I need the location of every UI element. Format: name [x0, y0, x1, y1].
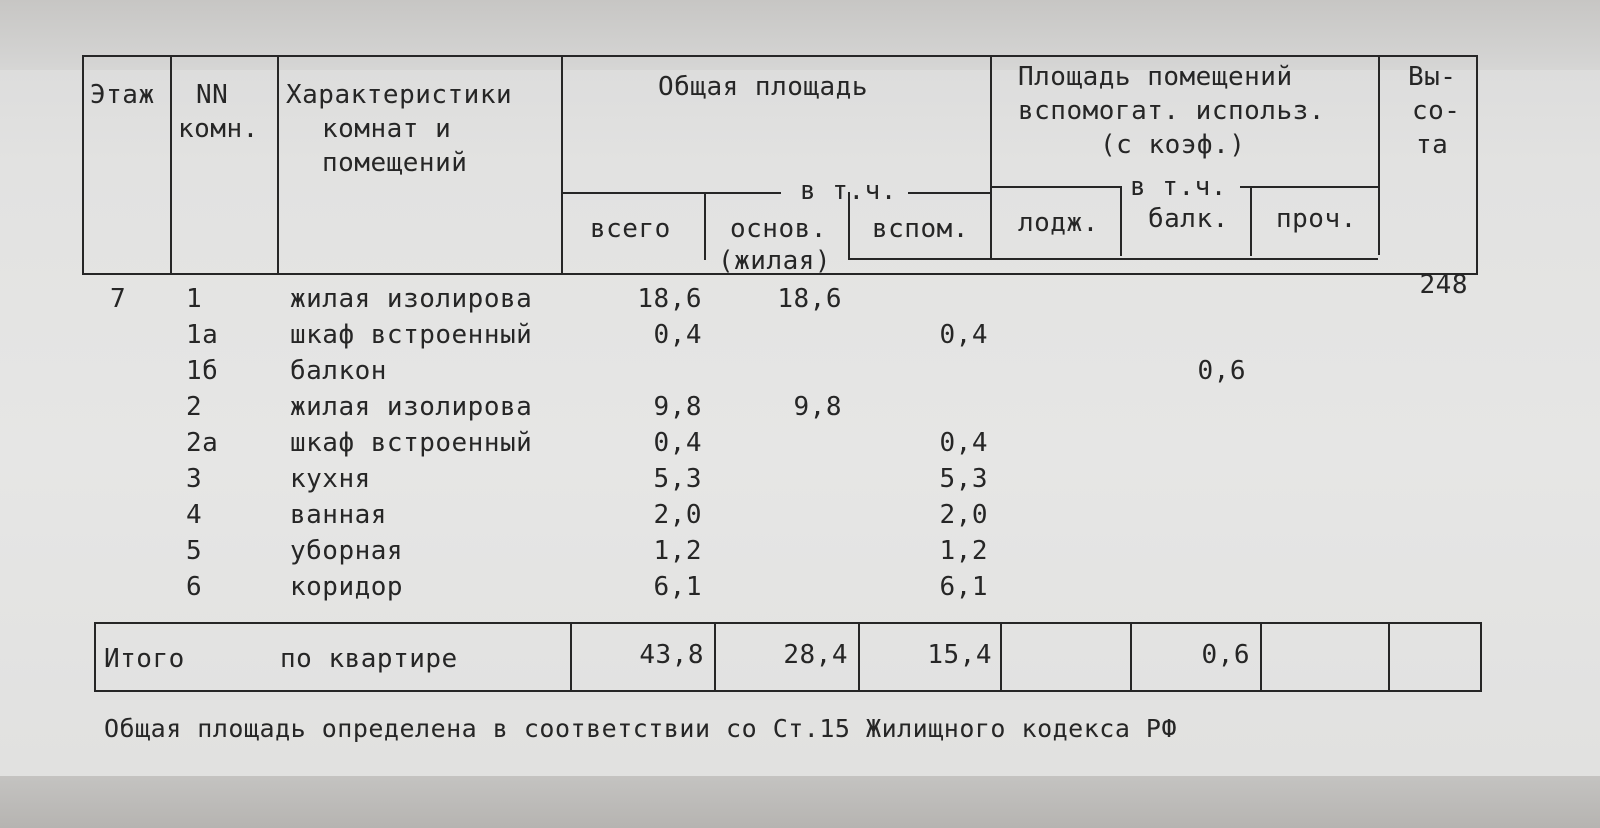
header-height-1: Вы-: [1408, 62, 1457, 92]
cell-name: шкаф встроенный: [290, 320, 533, 350]
cell-total: 1,2: [653, 536, 702, 566]
header-incl-1: в т.ч.: [800, 176, 897, 206]
cell-no: 2: [186, 392, 203, 422]
total-col-divider: [570, 622, 572, 692]
footnote: Общая площадь определена в соответствии со Ст.15 Жилищного кодекса РФ: [104, 714, 1178, 743]
header-height-2: со-: [1412, 96, 1461, 126]
cell-no: 5: [186, 536, 203, 566]
header-height-3: та: [1416, 130, 1449, 160]
header-col-divider: [170, 55, 172, 275]
header-main-2: (жилая): [718, 246, 832, 276]
cell-no: 1а: [186, 320, 219, 350]
total-col-divider: [1388, 622, 1390, 692]
total-all-value: 43,8: [639, 640, 704, 670]
header-other: проч.: [1276, 204, 1357, 234]
cell-aux: 0,4: [939, 428, 988, 458]
header-col-divider: [990, 55, 992, 260]
cell-total: 18,6: [637, 284, 702, 314]
total-aux-value: 15,4: [927, 640, 992, 670]
header-aux-area-2: вспомогат. использ.: [1018, 96, 1325, 126]
sub-col-divider: [1250, 186, 1252, 256]
cell-no: 2а: [186, 428, 219, 458]
cell-name: ванная: [290, 500, 387, 530]
cell-total: 5,3: [653, 464, 702, 494]
cell-name: балкон: [290, 356, 387, 386]
header-total-area: Общая площадь: [658, 72, 868, 102]
cell-name: коридор: [290, 572, 404, 602]
cell-no: 3: [186, 464, 203, 494]
header-char-2: комнат и: [322, 114, 452, 144]
total-balcony-value: 0,6: [1201, 640, 1250, 670]
header-incl-2: в т.ч.: [1130, 172, 1227, 202]
incl-line-right: [908, 192, 990, 194]
header-char-3: помещений: [322, 148, 468, 178]
incl-line-left-2: [990, 186, 1120, 188]
cell-no: 1: [186, 284, 203, 314]
cell-height: 248: [1419, 270, 1468, 300]
header-room-no-1: NN: [196, 80, 229, 110]
cell-total: 6,1: [653, 572, 702, 602]
total-col-divider: [1000, 622, 1002, 692]
header-balcony: балк.: [1148, 204, 1229, 234]
incl-line-left: [561, 192, 781, 194]
cell-total: 0,4: [653, 320, 702, 350]
cell-aux: 5,3: [939, 464, 988, 494]
cell-no: 1б: [186, 356, 219, 386]
header-aux-area-3: (с коэф.): [1100, 130, 1246, 160]
cell-floor: 7: [110, 284, 127, 314]
header-all: всего: [590, 214, 671, 244]
cell-aux: 6,1: [939, 572, 988, 602]
header-loggia: лодж.: [1018, 208, 1099, 238]
header-col-divider: [561, 55, 563, 275]
cell-aux: 1,2: [939, 536, 988, 566]
total-col-divider: [1260, 622, 1262, 692]
cell-name: шкаф встроенный: [290, 428, 533, 458]
total-col-divider: [1130, 622, 1132, 692]
cell-total: 9,8: [653, 392, 702, 422]
header-col-divider: [1378, 55, 1380, 255]
cell-name: жилая изолирова: [290, 392, 533, 422]
total-main-value: 28,4: [783, 640, 848, 670]
cell-total: 0,4: [653, 428, 702, 458]
cell-aux: 0,4: [939, 320, 988, 350]
cell-name: уборная: [290, 536, 404, 566]
total-label-1: Итого: [104, 644, 185, 674]
total-col-divider: [858, 622, 860, 692]
total-col-divider: [714, 622, 716, 692]
cell-balcony: 0,6: [1197, 356, 1246, 386]
cell-main: 9,8: [793, 392, 842, 422]
cell-no: 4: [186, 500, 203, 530]
cell-no: 6: [186, 572, 203, 602]
cell-total: 2,0: [653, 500, 702, 530]
sub-col-divider: [704, 192, 706, 260]
sub-col-divider: [1120, 186, 1122, 256]
cell-aux: 2,0: [939, 500, 988, 530]
cell-name: жилая изолирова: [290, 284, 533, 314]
cell-main: 18,6: [777, 284, 842, 314]
header-room-no-2: комн.: [178, 114, 259, 144]
header-main-1: основ.: [730, 214, 827, 244]
total-label-2: по квартире: [280, 644, 458, 674]
header-col-divider: [277, 55, 279, 275]
header-aux: вспом.: [872, 214, 969, 244]
incl-line-right-2: [1240, 186, 1378, 188]
header-char-1: Характеристики: [286, 80, 513, 110]
sub-col-bottom: [848, 258, 1378, 260]
cell-name: кухня: [290, 464, 371, 494]
paper-bottom-shade: [0, 776, 1600, 828]
header-floor: Этаж: [90, 80, 155, 110]
header-aux-area-1: Площадь помещений: [1018, 62, 1293, 92]
